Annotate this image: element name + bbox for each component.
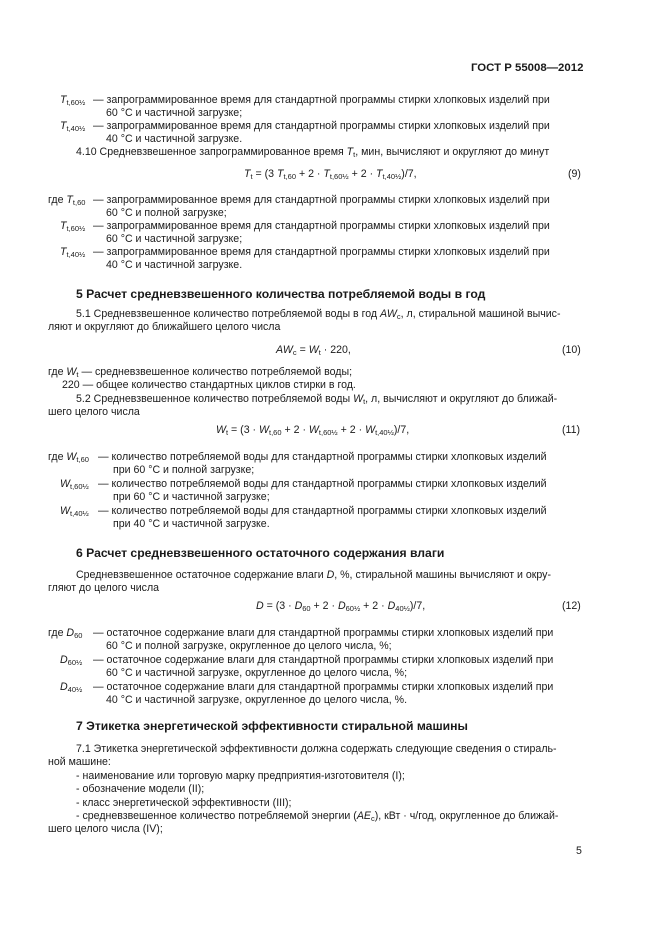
definition-text-continuation: 60 °C и полной загрузке; (106, 207, 227, 219)
definition-term: $W_{t,60\frac{1}{2}}$ (60, 478, 89, 491)
paragraph-6: Средневзвешенное остаточное содержание влаги D, %, стиральной машины вычисляют и окру- (76, 569, 551, 581)
definition-term: $T_{t,40\frac{1}{2}}$ (60, 120, 86, 133)
paragraph-7-1-continuation: ной машине: (48, 756, 111, 768)
paragraph-5-1-continuation: ляют и округляют до ближайшего целого числа (48, 321, 281, 333)
standard-designation: ГОСТ Р 55008—2012 (471, 62, 584, 74)
definition-term: $D_{40\frac{1}{2}}$ (60, 681, 83, 694)
formula-number: (12) (562, 600, 581, 612)
definition-text: — запрограммированное время для стандартной программы стирки хлопковых изделий при (93, 120, 550, 132)
page-number: 5 (576, 845, 582, 857)
definition-text: — остаточное содержание влаги для стандартной программы стирки хлопковых изделий при (93, 627, 554, 639)
definition-term: где $D_{60}$ (48, 627, 83, 640)
formula-11: $W_t = (3 \cdot W_{t,60} + 2 \cdot W_{t,60\frac{1}{2}} + 2 \cdot W_{t,40\frac{1}{2}})/7$, (216, 424, 410, 437)
paragraph-5-2-continuation: шего целого числа (48, 406, 140, 418)
definition-text: — запрограммированное время для стандартной программы стирки хлопковых изделий при (93, 194, 550, 206)
definition-text-continuation: 60 °C и частичной загрузке; (106, 233, 243, 245)
definition-line: где $W_t$ — средневзвешенное количество потребляемой воды; (48, 366, 353, 379)
definition-text-continuation: при 60 °C и частичной загрузке; (113, 491, 270, 503)
section-heading: 5 Расчет средневзвешенного количества потребляемой воды в год (76, 287, 486, 301)
paragraph-7-1: 7.1 Этикетка энергетической эффективности должна содержать следующие сведения о стираль- (76, 743, 557, 755)
formula-10: $AW_c = W_t \cdot 220$, (276, 344, 351, 357)
list-item: - средневзвешенное количество потребляемой энергии $(AE_c)$, кВт · ч/год, округленное до ближай- (76, 810, 559, 823)
definition-line: 220 — общее количество стандартных циклов стирки в год. (62, 379, 356, 391)
definition-text: — запрограммированное время для стандартной программы стирки хлопковых изделий при (93, 246, 550, 258)
definition-text-continuation: 60 °C и частичной загрузке, округленное до целого числа, %; (106, 667, 408, 679)
section-heading: 7 Этикетка энергетической эффективности стиральной машины (76, 719, 468, 733)
definition-text: — количество потребляемой воды для стандартной программы стирки хлопковых изделий (98, 478, 547, 490)
list-item: - обозначение модели (II); (76, 783, 205, 795)
definition-text: — запрограммированное время для стандартной программы стирки хлопковых изделий при (93, 220, 550, 232)
definition-text: — остаточное содержание влаги для стандартной программы стирки хлопковых изделий при (93, 654, 554, 666)
formula-number: (10) (562, 344, 581, 356)
definition-term: $T_{t,40\frac{1}{2}}$ (60, 246, 86, 259)
definition-term: $T_{t,60\frac{1}{2}}$ (60, 220, 86, 233)
definition-term: $D_{60\frac{1}{2}}$ (60, 654, 83, 667)
paragraph-5-1: 5.1 Средневзвешенное количество потребляемой воды в год $AW_c$, л, стиральной машиной вычис- (76, 308, 561, 321)
definition-text-continuation: при 60 °C и полной загрузке; (113, 464, 255, 476)
formula-number: (11) (562, 424, 581, 436)
definition-text-continuation: 60 °C и полной загрузке, округленное до целого числа, %; (106, 640, 392, 652)
definition-text-continuation: 60 °C и частичной загрузке; (106, 107, 243, 119)
definition-text: — количество потребляемой воды для стандартной программы стирки хлопковых изделий (98, 505, 547, 517)
definition-text-continuation: 40 °C и частичной загрузке. (106, 259, 243, 271)
definition-text: — запрограммированное время для стандартной программы стирки хлопковых изделий при (93, 94, 550, 106)
formula-9: $T_t = (3$ $T_{t,60} + 2 \cdot T_{t,60\frac{1}{2}} + 2 \cdot T_{t,40\frac{1}{2}})/7$, (244, 168, 417, 181)
definition-text: — количество потребляемой воды для стандартной программы стирки хлопковых изделий (98, 451, 547, 463)
definition-text-continuation: 40 °C и частичной загрузке. (106, 133, 243, 145)
definition-term: $W_{t,40\frac{1}{2}}$ (60, 505, 89, 518)
definition-text-continuation: 40 °C и частичной загрузке, округленное до целого числа, %. (106, 694, 408, 706)
list-item: - наименование или торговую марку предприятия-изготовителя (I); (76, 770, 405, 782)
paragraph-4-10: 4.10 Средневзвешенное запрограммированное время $T_t$, мин, вычисляют и округляют до минут (76, 146, 550, 159)
section-heading: 6 Расчет средневзвешенного остаточного содержания влаги (76, 546, 445, 560)
formula-number: (9) (568, 168, 581, 180)
paragraph-6-continuation: гляют до целого числа (48, 582, 160, 594)
list-item-continuation: шего целого числа (IV); (48, 823, 163, 835)
definition-term: где $T_{t,60}$ (48, 194, 86, 207)
paragraph-5-2: 5.2 Средневзвешенное количество потребляемой воды $W_t$, л, вычисляют и округляют до ближай- (76, 393, 558, 406)
definition-text-continuation: при 40 °C и частичной загрузке. (113, 518, 270, 530)
formula-12: $D = (3 \cdot D_{60} + 2 \cdot D_{60\frac{1}{2}} + 2 \cdot D_{40\frac{1}{2}})/7$, (256, 600, 426, 613)
definition-text: — остаточное содержание влаги для стандартной программы стирки хлопковых изделий при (93, 681, 554, 693)
list-item: - класс энергетической эффективности (III); (76, 797, 292, 809)
definition-term: $T_{t,60\frac{1}{2}}$ (60, 94, 86, 107)
definition-term: где $W_{t,60}$ (48, 451, 89, 464)
